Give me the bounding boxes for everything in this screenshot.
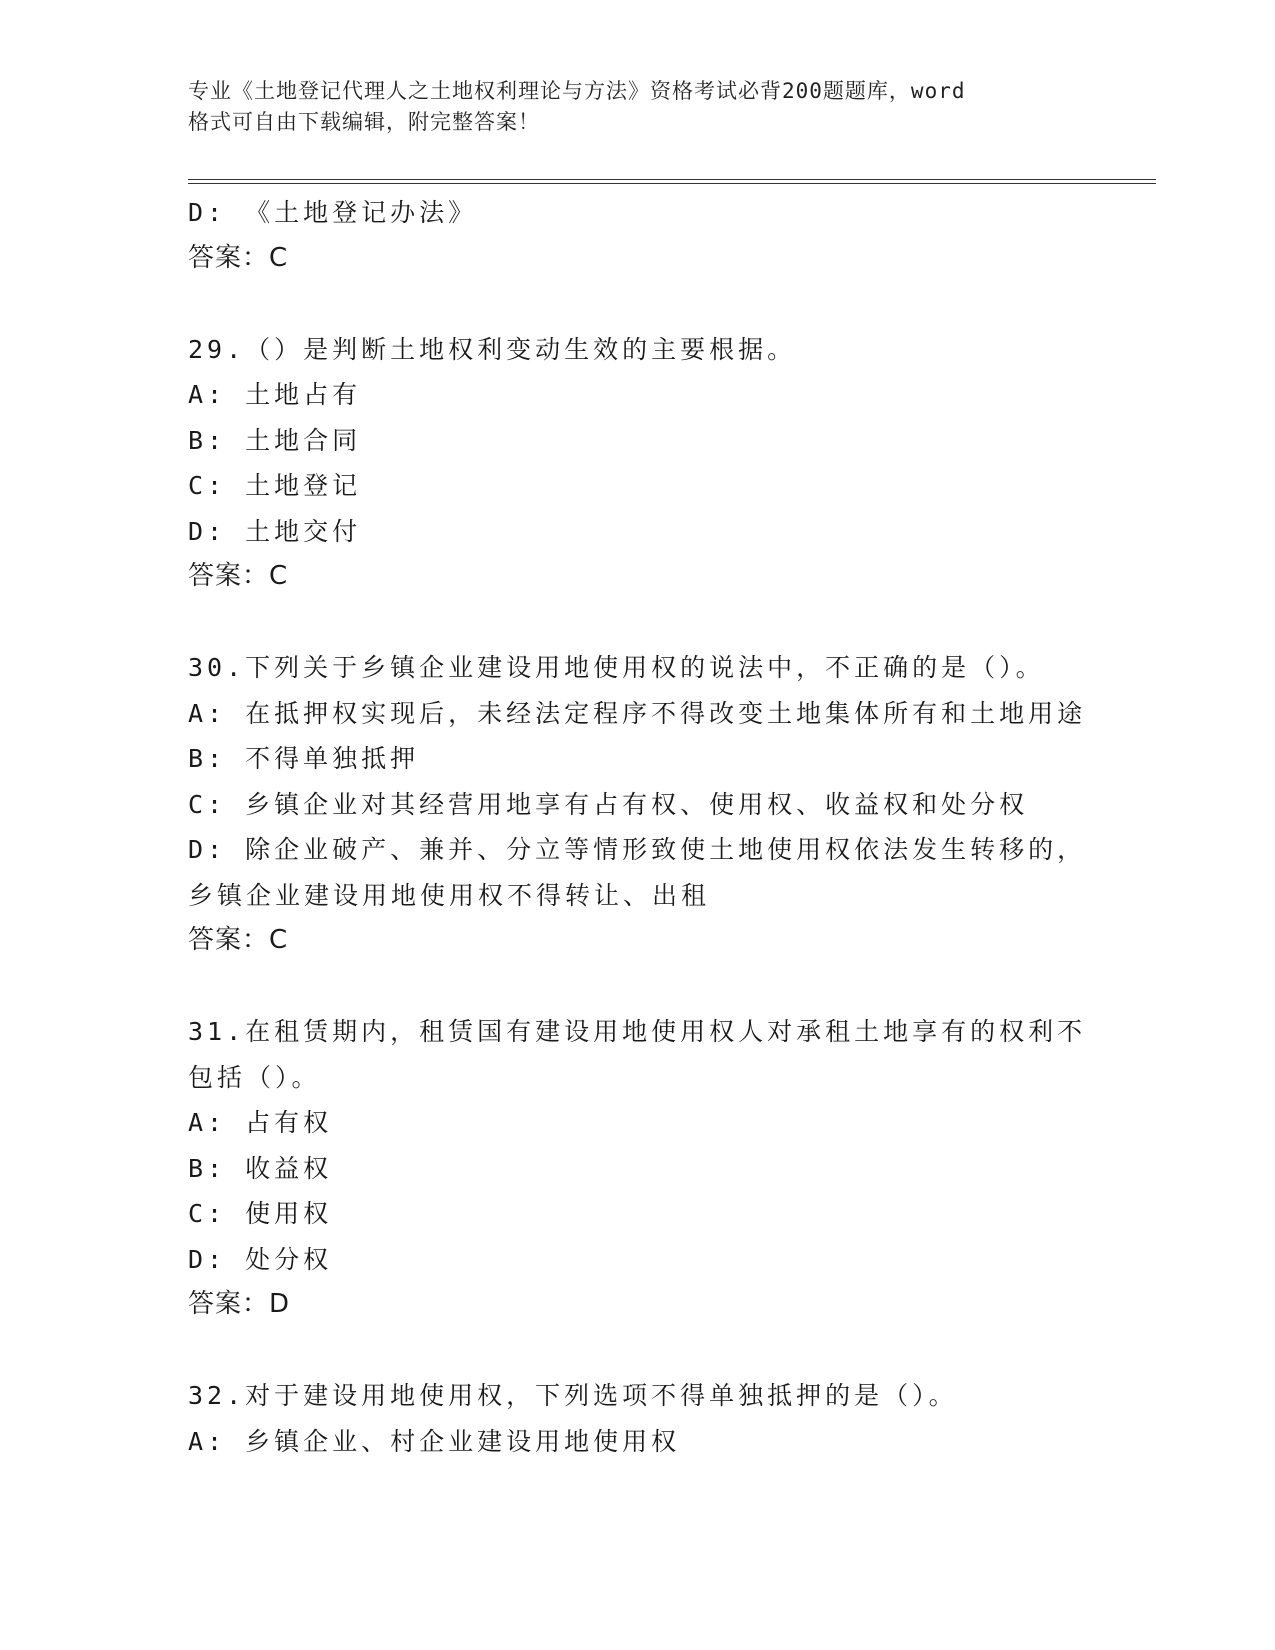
option-c: C: 使用权 — [188, 1199, 333, 1228]
option-d: D: 除企业破产、兼并、分立等情形致使土地使用权依法发生转移的， — [188, 835, 1087, 864]
answer-line: 答案：C — [188, 925, 289, 955]
question-stem: 32.对于建设用地使用权，下列选项不得单独抵押的是（）。 — [188, 1381, 958, 1410]
option-c: C: 乡镇企业对其经营用地享有占有权、使用权、收益权和处分权 — [188, 789, 1029, 819]
header-line-1: 专业《土地登记代理人之土地权利理论与方法》资格考试必背200题题库，word — [188, 79, 966, 103]
question-stem: 29.（）是判断土地权利变动生效的主要根据。 — [188, 334, 797, 364]
header-divider-top — [188, 179, 1156, 180]
header-divider-bottom — [188, 183, 1156, 184]
header-line-2: 格式可自由下载编辑，附完整答案！ — [188, 110, 540, 134]
spacer — [188, 600, 1088, 646]
option-d-continuation: 乡镇企业建设用地使用权不得转让、出租 — [188, 880, 711, 910]
answer-line: 答案：D — [188, 1289, 291, 1319]
option-a: A: 土地占有 — [188, 380, 362, 409]
option-a: A: 在抵押权实现后，未经法定程序不得改变土地集体所有和土地用途 — [188, 698, 1087, 728]
option-a: A: 占有权 — [188, 1108, 333, 1137]
document-header — [188, 76, 1088, 138]
previous-question-tail — [188, 190, 1088, 281]
spacer — [188, 964, 1088, 1010]
option-b: B: 不得单独抵押 — [188, 744, 420, 773]
question-32 — [188, 1373, 1088, 1464]
option-b: B: 收益权 — [188, 1153, 333, 1183]
spacer — [188, 281, 1088, 327]
option-d: D: 《土地登记办法》 — [188, 198, 478, 227]
option-a: A: 乡镇企业、村企业建设用地使用权 — [188, 1426, 681, 1456]
spacer — [188, 1328, 1088, 1374]
question-30 — [188, 645, 1088, 964]
option-c: C: 土地登记 — [188, 471, 362, 500]
question-stem-continuation: 包括（）。 — [188, 1062, 321, 1092]
answer-line: 答案：C — [188, 242, 289, 273]
option-b: B: 土地合同 — [188, 425, 362, 455]
question-29 — [188, 327, 1088, 600]
option-d: D: 处分权 — [188, 1244, 333, 1274]
answer-line: 答案：C — [188, 561, 289, 591]
option-d: D: 土地交付 — [188, 516, 362, 546]
question-list — [188, 190, 1088, 1464]
question-31 — [188, 1009, 1088, 1328]
question-stem: 30.下列关于乡镇企业建设用地使用权的说法中，不正确的是（）。 — [188, 653, 1045, 682]
question-stem: 31.在租赁期内，租赁国有建设用地使用权人对承租土地享有的权利不 — [188, 1017, 1087, 1046]
